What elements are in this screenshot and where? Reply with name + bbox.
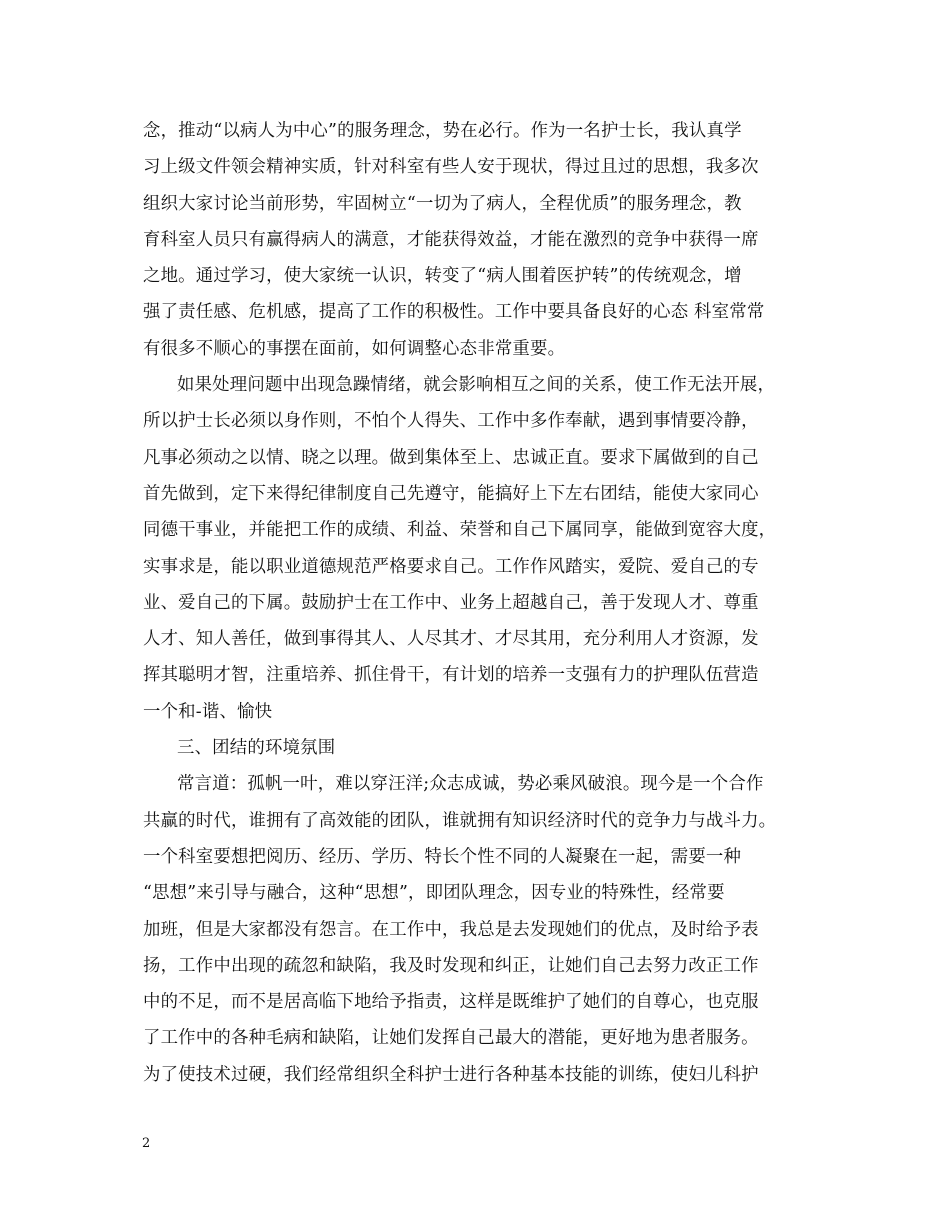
text-line: 一个科室要想把阅历、经历、学历、特长个性不同的人凝聚在一起，需要一种 xyxy=(143,846,742,867)
text-line: 了工作中的各种毛病和缺陷，让她们发挥自己最大的潜能，更好地为患者服务。 xyxy=(143,1028,759,1049)
text-line: 挥其聪明才智，注重培养、抓住骨干，有计划的培养一支强有力的护理队伍营造 xyxy=(143,665,759,686)
text-line: 共赢的时代，谁拥有了高效能的团队，谁就拥有知识经济时代的竞争力与战斗力。 xyxy=(143,810,777,831)
text-line: 有很多不顺心的事摆在面前，如何调整心态非常重要。 xyxy=(143,338,566,359)
text-line: 凡事必须动之以情、晓之以理。做到集体至上、忠诚正直。要求下属做到的自己 xyxy=(143,447,759,468)
text-line: 为了使技术过硬，我们经常组织全科护士进行各种基本技能的训练，使妇儿科护 xyxy=(143,1064,759,1085)
text-line: 首先做到，定下来得纪律制度自己先遵守，能搞好上下左右团结，能使大家同心 xyxy=(143,483,759,504)
text-line: 人才、知人善任，做到事得其人、人尽其才、才尽其用，充分利用人才资源，发 xyxy=(143,629,759,650)
text-line: 加班，但是大家都没有怨言。在工作中，我总是去发现她们的优点，及时给予表 xyxy=(143,919,759,940)
text-line: 一个和-谐、愉快 xyxy=(143,701,273,722)
text-line: 育科室人员只有赢得病人的满意，才能获得效益，才能在激烈的竞争中获得一席 xyxy=(143,229,759,250)
text-line: 强了责任感、危机感，提高了工作的积极性。工作中要具备良好的心态 科室常常 xyxy=(143,302,765,323)
text-line: 实事求是，能以职业道德规范严格要求自己。工作作风踏实，爱院、爱自己的专 xyxy=(143,556,759,577)
text-line: 中的不足，而不是居高临下地给予指责，这样是既维护了她们的自尊心，也克服 xyxy=(143,992,759,1013)
text-line: 念，推动“以病人为中心”的服务理念，势在必行。作为一名护士长，我认真学 xyxy=(143,121,742,141)
text-line: 习上级文件领会精神实质，针对科室有些人安于现状，得过且过的思想，我多次 xyxy=(143,157,759,178)
text-line: 同德干事业，并能把工作的成绩、利益、荣誉和自己下属同享，能做到宽容大度， xyxy=(143,520,777,541)
text-line: 扬，工作中出现的疏忽和缺陷，我及时发现和纠正，让她们自己去努力改正工作 xyxy=(143,955,759,976)
text-line: 三、团结的环境氛围 xyxy=(177,738,336,759)
body-text xyxy=(143,113,833,1093)
text-line: “思想”来引导与融合，这种“思想”，即团队理念，因专业的特殊性，经常要 xyxy=(143,883,725,904)
text-line: 如果处理问题中出现急躁情绪，就会影响相互之间的关系，使工作无法开展， xyxy=(177,375,776,396)
text-line: 常言道：孤帆一叶，难以穿汪洋;众志成诚，势必乘风破浪。现今是一个合作 xyxy=(177,774,764,795)
text-line: 业、爱自己的下属。鼓励护士在工作中、业务上超越自己，善于发现人才、尊重 xyxy=(143,592,759,613)
page-number: 2 xyxy=(142,1136,151,1151)
text-line: 组织大家讨论当前形势，牢固树立“一切为了病人，全程优质”的服务理念，教 xyxy=(143,193,742,214)
text-line: 之地。通过学习，使大家统一认识，转变了“病人围着医护转”的传统观念，增 xyxy=(143,266,742,287)
text-line: 所以护士长必须以身作则，不怕个人得失、工作中多作奉献，遇到事情要冷静， xyxy=(143,411,759,432)
